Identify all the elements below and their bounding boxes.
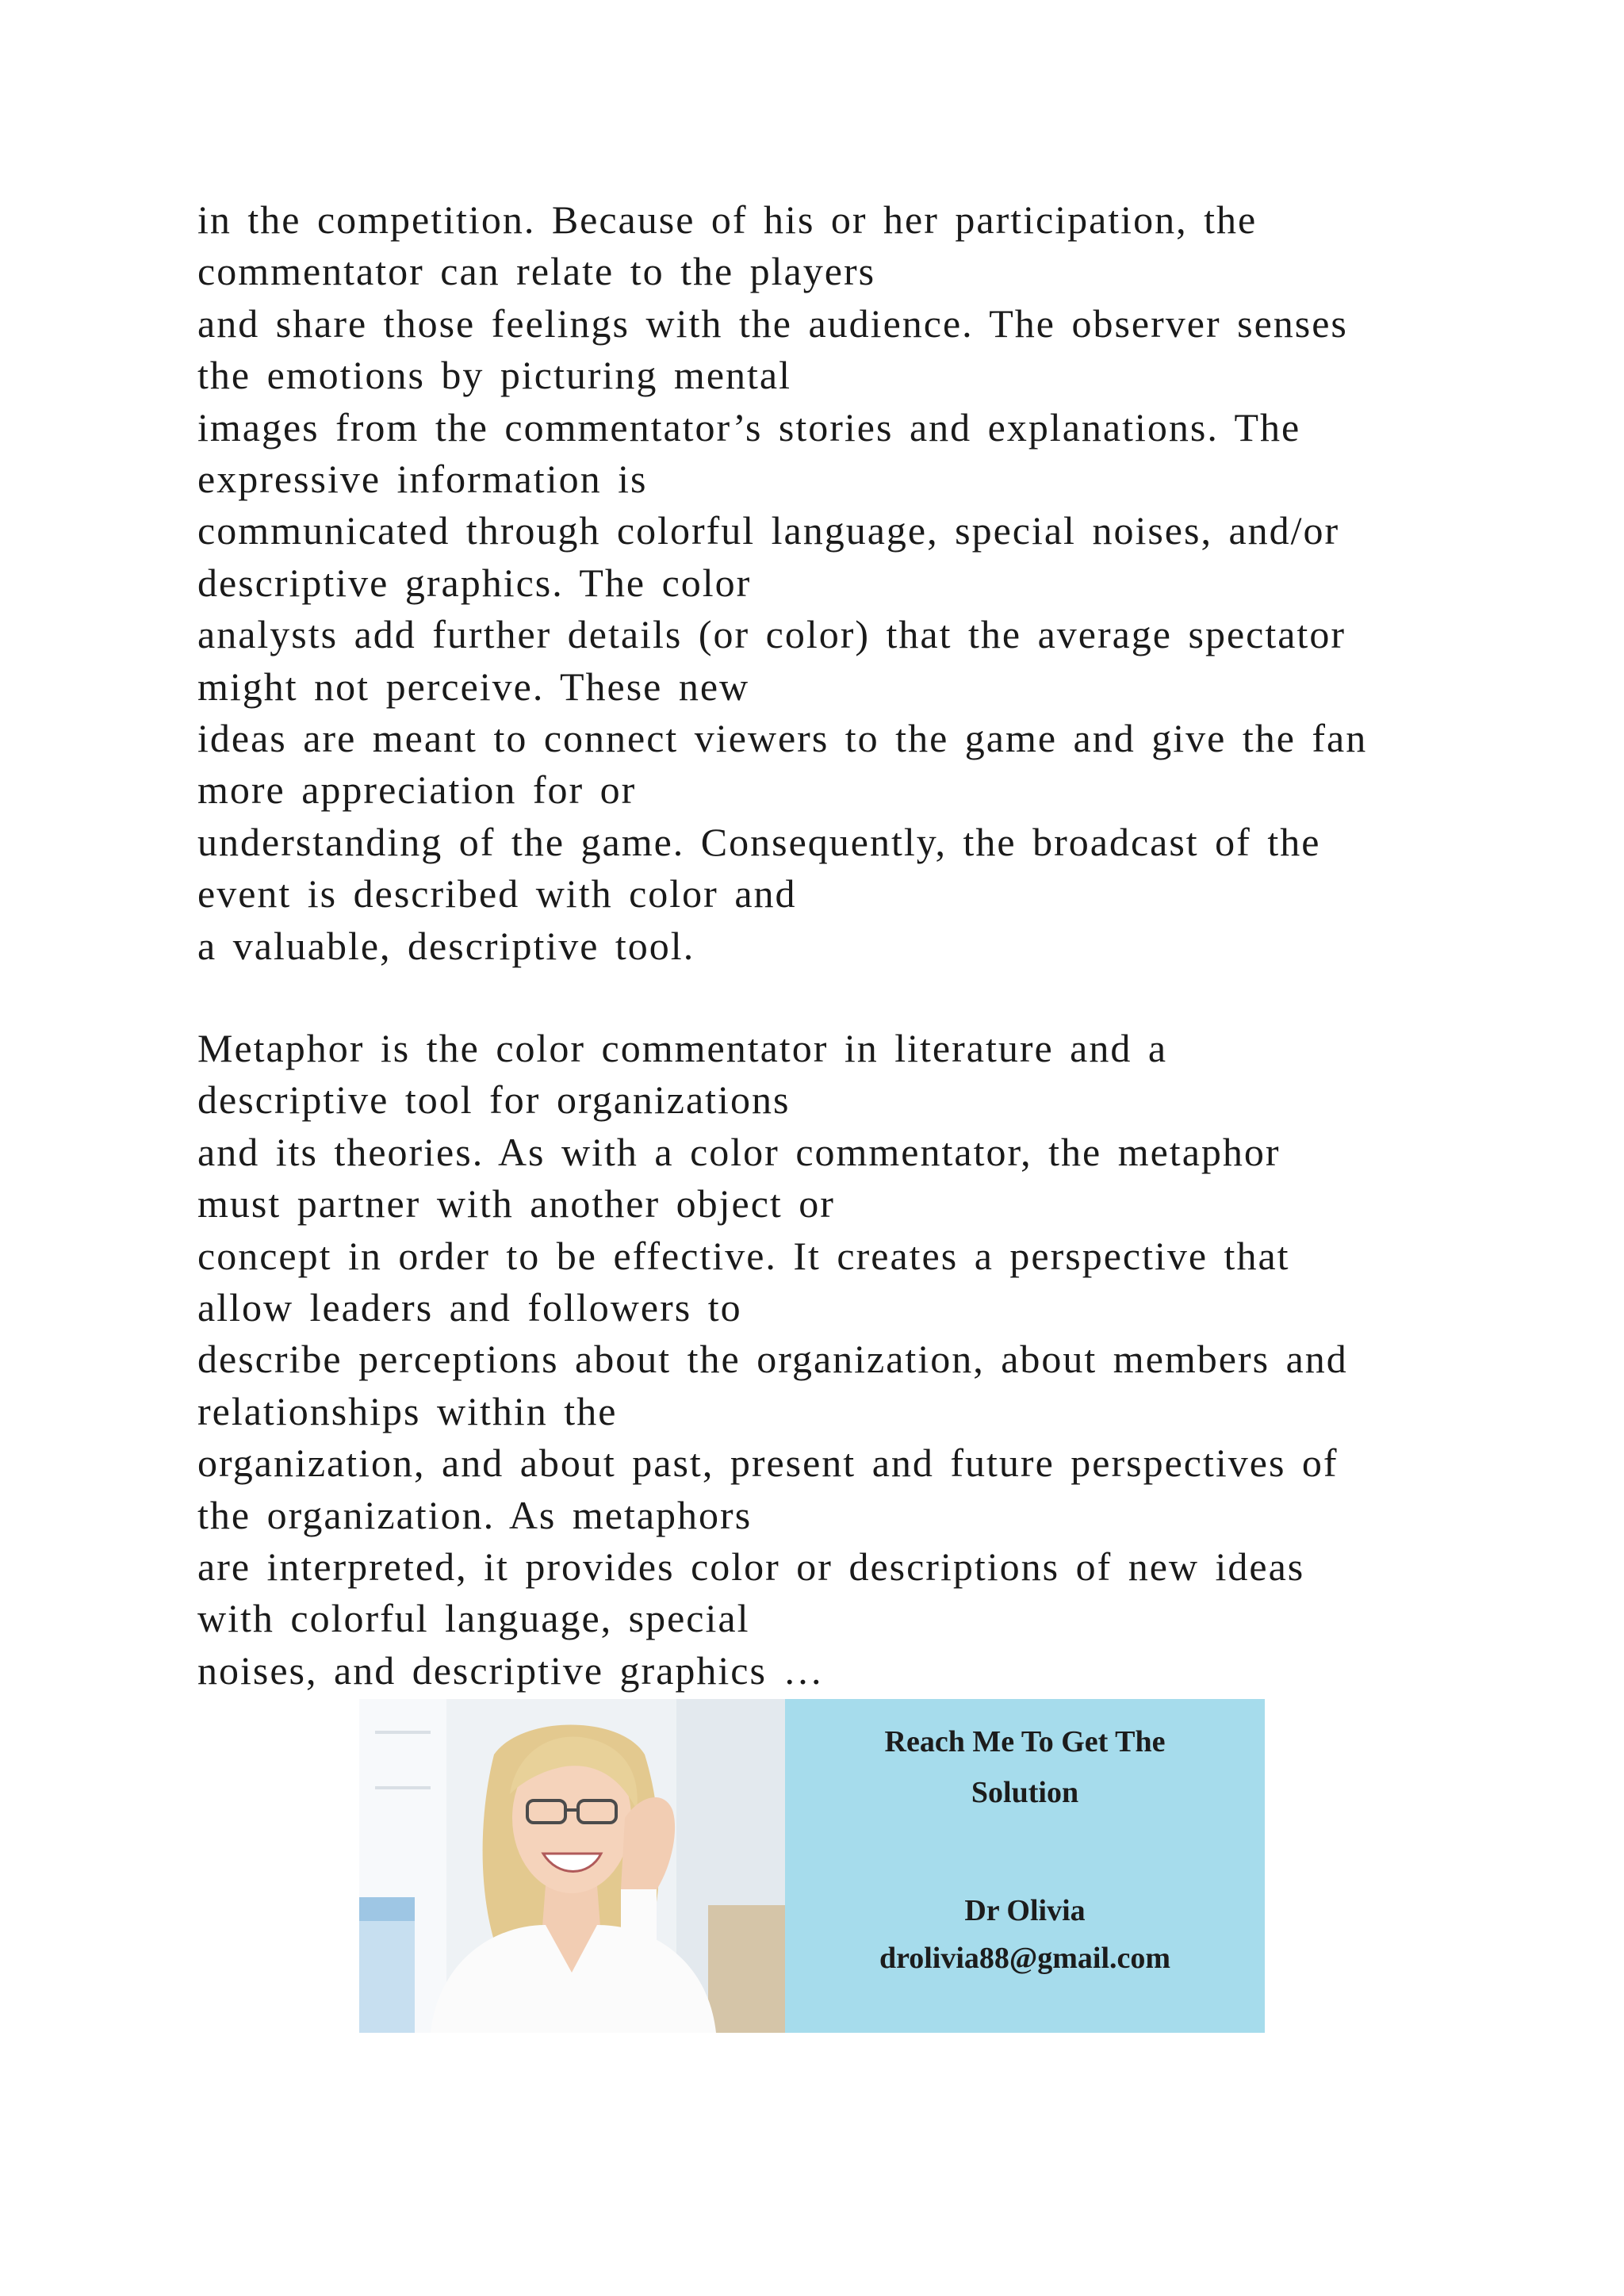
text-line: describe perceptions about the organization, about members and [197, 1337, 1348, 1382]
text-line: analysts add further details (or color) that the average spectator [197, 612, 1346, 657]
text-line: and share those feelings with the audience. The observer senses [197, 300, 1348, 346]
text-line: are interpreted, it provides color or descriptions of new ideas [197, 1544, 1305, 1590]
banner-headline: Reach Me To Get The [884, 1725, 1166, 1758]
text-line: with colorful language, special [197, 1596, 750, 1641]
text-line: noises, and descriptive graphics … [197, 1647, 825, 1693]
text-line: event is described with color and [197, 871, 797, 916]
text-line: might not perceive. These new [197, 664, 750, 709]
contact-email[interactable]: drolivia88@gmail.com [879, 1942, 1171, 1975]
woman-photo [359, 1699, 785, 2033]
contact-banner [359, 1699, 1265, 2033]
text-line: the organization. As metaphors [197, 1492, 753, 1537]
text-line: the emotions by picturing mental [197, 353, 791, 398]
text-line: descriptive graphics. The color [197, 560, 752, 605]
text-line: concept in order to be effective. It creates a perspective that [197, 1233, 1290, 1278]
banner-headline-cont: Solution [971, 1776, 1079, 1809]
paragraph-1 [197, 194, 1434, 972]
text-line: communicated through colorful language, special noises, and/or [197, 508, 1340, 553]
text-line: ideas are meant to connect viewers to the game and give the fan [197, 716, 1368, 761]
text-line: relationships within the [197, 1388, 618, 1433]
contact-panel [785, 1699, 1265, 2033]
text-line: more appreciation for or [197, 767, 637, 813]
text-line: organization, and about past, present and future perspectives of [197, 1441, 1339, 1486]
text-line: a valuable, descriptive tool. [197, 923, 695, 968]
paragraph-2 [197, 1023, 1434, 1697]
contact-name: Dr Olivia [964, 1894, 1086, 1927]
text-line: descriptive tool for organizations [197, 1077, 791, 1123]
text-line: commentator can relate to the players [197, 249, 876, 294]
text-line: in the competition. Because of his or her participation, the [197, 197, 1258, 242]
text-line: and its theories. As with a color commentator, the metaphor [197, 1129, 1281, 1174]
text-line: understanding of the game. Consequently, the broadcast of the [197, 819, 1321, 864]
text-line: expressive information is [197, 457, 648, 502]
woman-illustration [359, 1699, 785, 2033]
text-line: allow leaders and followers to [197, 1285, 742, 1330]
text-line: must partner with another object or [197, 1181, 835, 1226]
text-line: Metaphor is the color commentator in literature and a [197, 1026, 1168, 1070]
text-line: images from the commentator’s stories and explanations. The [197, 404, 1301, 450]
